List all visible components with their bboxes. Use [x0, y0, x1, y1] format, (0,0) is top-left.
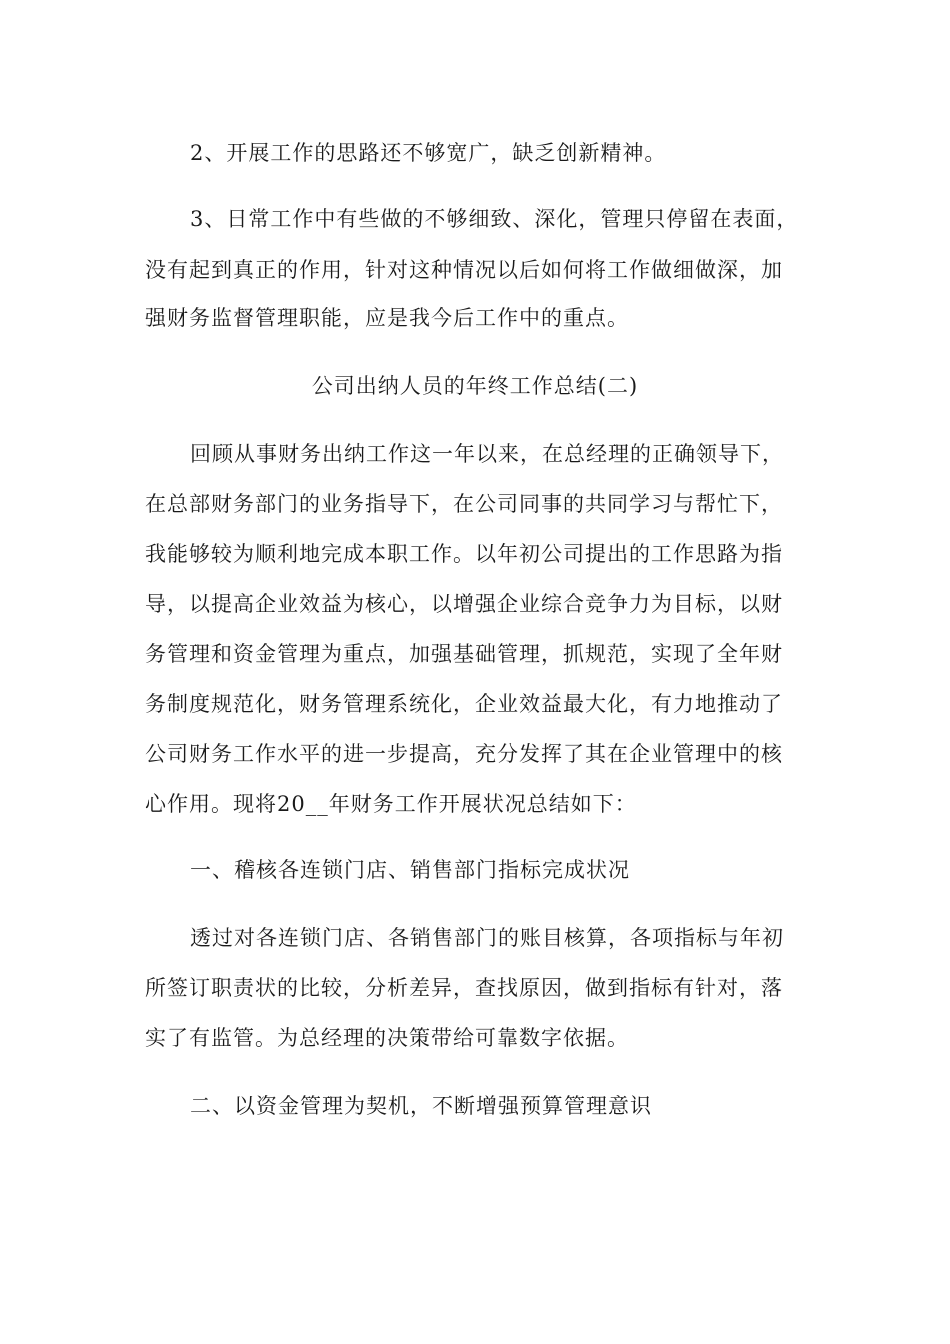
intro-line-1: 回顾从事财务出纳工作这一年以来，在总经理的正确领导下， [190, 442, 784, 466]
intro-line-8: 心作用。现将20__年财务工作开展状况总结如下： [145, 792, 637, 816]
heading-one-body-line-3: 实了有监管。为总经理的决策带给可靠数字依据。 [145, 1026, 629, 1050]
intro-line-2: 在总部财务部门的业务指导下，在公司同事的共同学习与帮忙下， [145, 492, 783, 516]
intro-line-4: 导，以提高企业效益为核心，以增强企业综合竞争力为目标，以财 [145, 592, 783, 616]
heading-one-body-line-1: 透过对各连锁门店、各销售部门的账目核算，各项指标与年初 [190, 926, 784, 950]
paragraph-item-2: 2、开展工作的思路还不够宽广，缺乏创新精神。 [190, 141, 667, 165]
paragraph-item-3-line-3: 强财务监督管理职能，应是我今后工作中的重点。 [145, 306, 629, 330]
intro-line-5: 务管理和资金管理为重点，加强基础管理，抓规范，实现了全年财 [145, 642, 783, 666]
paragraph-item-3-line-1: 3、日常工作中有些做的不够细致、深化，管理只停留在表面， [190, 207, 799, 231]
section-title: 公司出纳人员的年终工作总结(二) [311, 374, 639, 398]
intro-line-6: 务制度规范化，财务管理系统化，企业效益最大化，有力地推动了 [145, 692, 783, 716]
heading-two: 二、以资金管理为契机，不断增强预算管理意识 [190, 1094, 652, 1118]
intro-line-7: 公司财务工作水平的进一步提高，充分发挥了其在企业管理中的核 [145, 742, 783, 766]
heading-one-body-line-2: 所签订职责状的比较，分析差异，查找原因，做到指标有针对，落 [145, 976, 783, 1000]
intro-line-3: 我能够较为顺利地完成本职工作。以年初公司提出的工作思路为指 [145, 542, 783, 566]
paragraph-item-3-line-2: 没有起到真正的作用，针对这种情况以后如何将工作做细做深，加 [145, 258, 783, 282]
heading-one: 一、稽核各连锁门店、销售部门指标完成状况 [190, 858, 630, 882]
